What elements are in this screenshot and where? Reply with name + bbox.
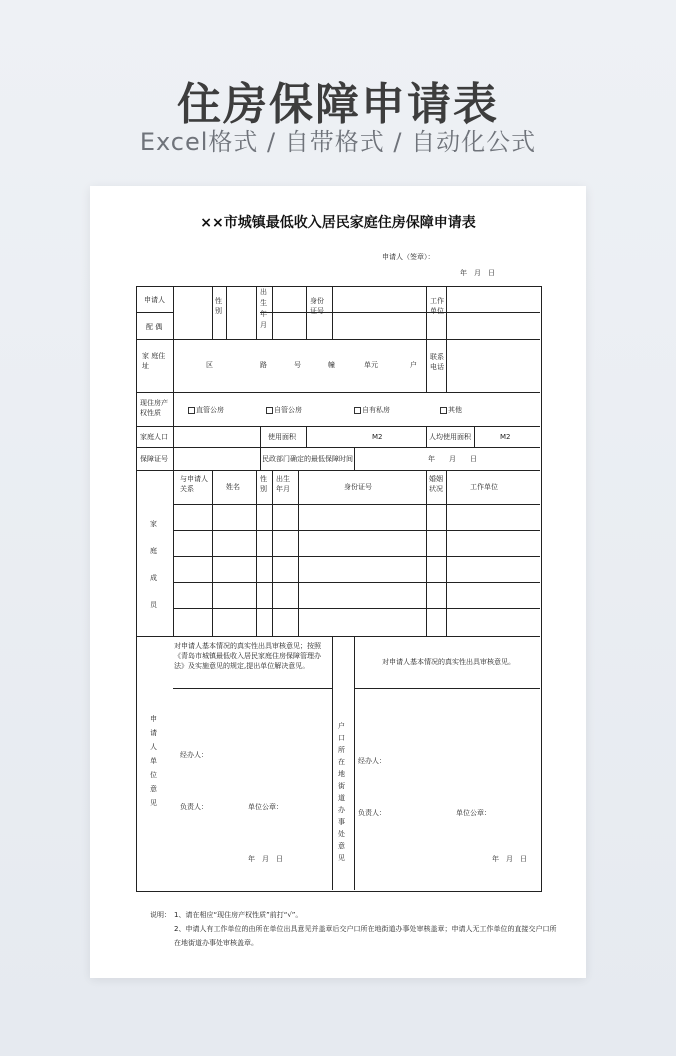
date-4: 年 月 日 [492, 855, 527, 863]
note-1: 1、请在相应“现住房产权性质”前打“√”。 [174, 911, 303, 919]
member-id-label: 身份证号 [344, 483, 372, 491]
guarantee-label: 保障证号 [140, 455, 168, 463]
spouse-label: 配 偶 [146, 323, 163, 331]
address-label: 家 庭住 址 [142, 352, 166, 370]
relation-label: 与申请人关系 [180, 475, 208, 493]
checkbox[interactable] [354, 407, 361, 414]
member-birth-label: 出生年月 [276, 475, 290, 493]
seal-2: 单位公章： [456, 809, 491, 817]
building-label: 幢 [328, 361, 335, 369]
member-gender-label: 性别 [260, 475, 267, 493]
applicant-label: 申请人 [144, 296, 165, 304]
checkbox[interactable] [266, 407, 273, 414]
option-self-managed[interactable]: 自管公房 [266, 405, 302, 415]
gender-label: 性别 [215, 297, 222, 315]
phone-label: 联系电话 [430, 353, 444, 371]
form-title: ××市城镇最低收入居民家庭住房保障申请表 [200, 215, 476, 231]
street-opinion-label: 户口所在地街道办事处意见 [338, 722, 345, 862]
property-label: 现住房产权性质 [140, 399, 168, 417]
leader-1: 负责人： [180, 803, 208, 811]
option-private[interactable]: 自有私房 [354, 405, 390, 415]
m2-unit-b: M2 [500, 433, 511, 441]
notes-lead: 说明： [150, 911, 171, 919]
checkbox[interactable] [188, 407, 195, 414]
checkbox[interactable] [440, 407, 447, 414]
hero-title: 住房保障申请表 [177, 79, 499, 130]
handler-2: 经办人： [358, 757, 386, 765]
member-work-label: 工作单位 [470, 483, 498, 491]
work-unit-label: 工作单位 [430, 297, 444, 315]
family-pop-label: 家庭人口 [140, 433, 168, 441]
marital-label: 婚姻状况 [429, 475, 443, 493]
number-label: 号 [294, 361, 301, 369]
district-label: 区 [206, 361, 213, 369]
date-3: 年 月 日 [248, 855, 283, 863]
notes [150, 908, 560, 950]
street-opinion-text: 对申请人基本情况的真实性出具审核意见。 [382, 658, 515, 666]
note-2: 2、申请人有工作单位的由所在单位出具意见并盖章后交户口所在地街道办事处审核盖章；申请人无工作单位的直接交户口所在地街道办事处审核盖章。 [174, 925, 557, 947]
road-label: 路 [260, 361, 267, 369]
applicant-sign-label: 申请人（签章）： [382, 253, 435, 261]
birth-label: 出生年月 [260, 288, 267, 329]
unit-label: 单元 [364, 361, 378, 369]
option-direct[interactable]: 直管公房 [188, 405, 224, 415]
handler-1: 经办人： [180, 751, 208, 759]
members-label: 家庭成员 [150, 520, 157, 609]
form-sheet [90, 186, 586, 978]
id-label: 身份证号 [310, 297, 324, 315]
leader-2: 负责人： [358, 809, 386, 817]
option-other[interactable]: 其他 [440, 405, 462, 415]
per-area-label: 人均使用面积 [429, 433, 471, 441]
unit-opinion-text: 对申请人基本情况的真实性出具审核意见；按照《青岛市城镇最低收入居民家庭住房保障管理办法》及实施意见的规定,提出单位解决意见。 [174, 642, 321, 670]
household-label: 户 [410, 361, 417, 369]
hero-subtitle: Excel格式 / 自带格式 / 自动化公式 [139, 128, 537, 156]
use-area-label: 使用面积 [268, 433, 296, 441]
m2-unit: M2 [372, 433, 383, 441]
name-label: 姓名 [226, 483, 240, 491]
sign-date: 年 月 日 [460, 269, 495, 277]
date-2: 年 月 日 [428, 455, 477, 463]
unit-opinion-label: 申请人单位意见 [150, 715, 157, 807]
min-time-label: 民政部门确定的最低保障时间 [262, 455, 353, 463]
seal-1: 单位公章： [248, 803, 283, 811]
